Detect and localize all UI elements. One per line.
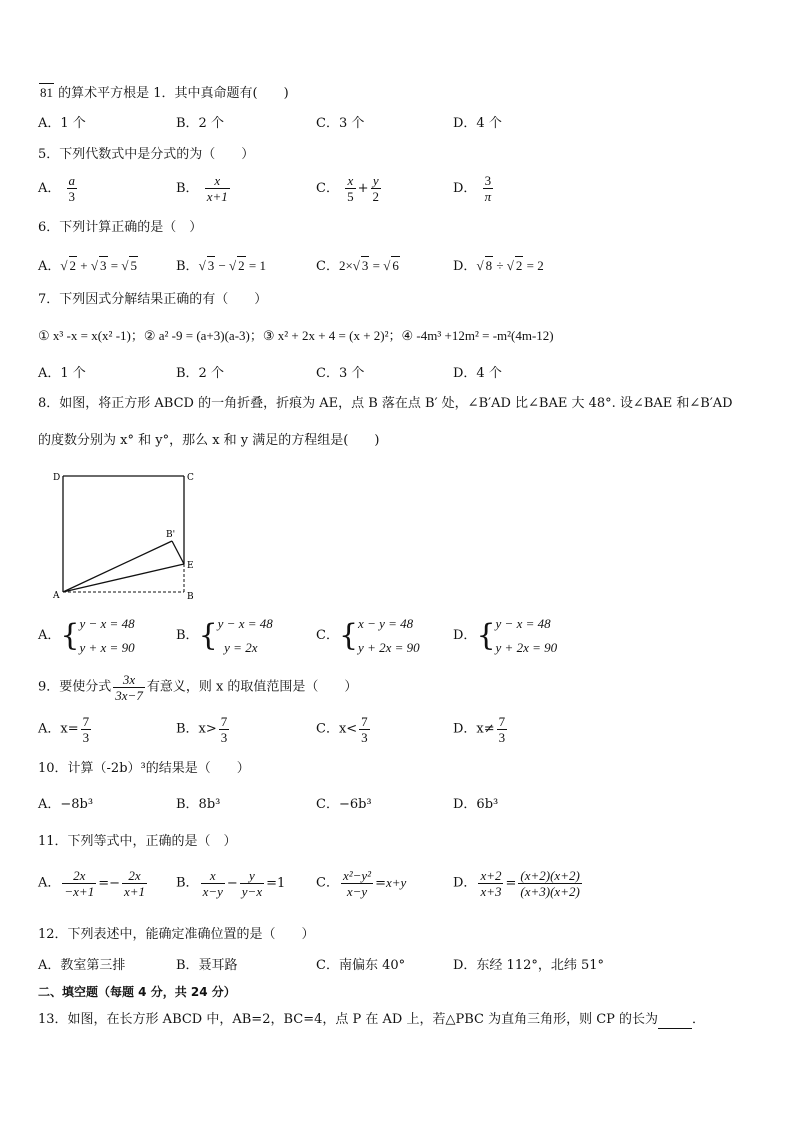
q10-option-a: A．−8b³ bbox=[38, 797, 94, 812]
q13-end: ． bbox=[692, 1012, 706, 1027]
q9-pre: 9．要使分式 bbox=[38, 679, 112, 695]
q11-option-b: B． $\frac{x}{x-y}$ − $\frac{y}{y-x}$ =1 bbox=[176, 868, 286, 899]
q9-label-a: A．x= bbox=[38, 721, 79, 737]
q4-tail bbox=[38, 83, 289, 103]
square-fold-figure bbox=[50, 468, 200, 603]
q10-option-d: D．6b³ bbox=[453, 797, 499, 812]
q12-option-c: C．南偏东 40° bbox=[316, 958, 406, 973]
label-b: B bbox=[187, 592, 194, 602]
q7-option-a: A．1 个 bbox=[38, 366, 86, 381]
q6-option-b: B．√ 3 − √ 2 = 1 bbox=[176, 258, 267, 274]
q13 bbox=[38, 1011, 705, 1029]
q9-label-d: D．x≠ bbox=[453, 721, 495, 737]
fraction: $\frac{3}{\pi}$ bbox=[484, 173, 492, 204]
q8-label-b: B． bbox=[176, 628, 199, 643]
fraction: $\frac{a}{3}$ bbox=[68, 173, 76, 204]
fraction: $\frac{3x}{3x-7}$ bbox=[115, 672, 143, 703]
q8-label-a: A． bbox=[38, 628, 61, 643]
q8-option-b: B．{ y − x = 48 y = 2x bbox=[176, 616, 273, 655]
q6-label-c: C． bbox=[316, 259, 339, 274]
q7-option-d: D．4 个 bbox=[453, 366, 502, 381]
fraction: $\frac{x}{x+1}$ bbox=[206, 173, 228, 204]
fold-ae bbox=[63, 564, 184, 592]
label-c: C bbox=[187, 473, 194, 483]
q13-text: 13．如图，在长方形 ABCD 中，AB=2，BC=4，点 P 在 AD 上，若△PBC 为直角三角形，则 CP 的长为 bbox=[38, 1012, 659, 1027]
edge-ab-prime bbox=[63, 541, 172, 592]
q6-option-d: D．√ 8 ÷ √ 2 = 2 bbox=[453, 258, 544, 274]
q9-post: 有意义，则 x 的取值范围是（ ） bbox=[146, 679, 358, 695]
sqrt-81: 81 bbox=[40, 85, 53, 100]
q4-option-c: C．3 个 bbox=[316, 116, 365, 131]
fraction: $\frac{y}{2}$ bbox=[372, 173, 379, 204]
q8-label-c: C． bbox=[316, 628, 339, 643]
q11-option-a: A． $\frac{2x}{-x+1}$ =− $\frac{2x}{x+1}$ bbox=[38, 868, 146, 899]
q5-label-c: C． bbox=[316, 181, 339, 196]
q4-option-d: D．4 个 bbox=[453, 116, 502, 131]
q6-label-a: A． bbox=[38, 259, 61, 274]
q9-option-c: C．x< $\frac{7}{3}$ bbox=[316, 714, 368, 745]
q11-option-d: D． $\frac{x+2}{x+3}$ = $\frac{(x+2)(x+2)}{(x+3)(x+2)}$ bbox=[453, 868, 580, 899]
section-heading: 二、填空题（每题 4 分，共 24 分） bbox=[38, 985, 236, 999]
q11-label-a: A． bbox=[38, 875, 61, 891]
q11-option-c: C． $\frac{\text{x²−y²}}{x-y}$ =x+y bbox=[316, 868, 407, 899]
q10-option-c: C．−6b³ bbox=[316, 797, 372, 812]
q11-label-c: C． bbox=[316, 875, 339, 891]
q9-label-b: B．x> bbox=[176, 721, 217, 737]
q9-stem bbox=[38, 672, 357, 703]
q11-label-d: D． bbox=[453, 875, 477, 891]
q11-stem: 11．下列等式中，正确的是（ ） bbox=[38, 834, 237, 849]
q7-statements: ① x³ -x = x(x² -1)；② a² -9 = (a+3)(a-3)；③ x² + 2x + 4 = (x + 2)²；④ -4m³ +12m² = -m²(4m-12) bbox=[38, 328, 554, 343]
q5-label-b: B． bbox=[176, 181, 199, 196]
fraction: $\frac{x}{5}$ bbox=[347, 173, 354, 204]
q10-option-b: B．8b³ bbox=[176, 797, 221, 812]
q12-stem: 12．下列表述中，能确定准确位置的是（ ） bbox=[38, 927, 315, 942]
label-b-prime: B' bbox=[166, 530, 176, 540]
q6-option-a: A．√ 2 + √ 3 = √ 5 bbox=[38, 258, 137, 274]
q10-stem: 10．计算（-2b）³的结果是（ ） bbox=[38, 761, 250, 776]
q8-option-a: A．{ y − x = 48 y + x = 90 bbox=[38, 616, 135, 655]
q6-option-c: C．2×√ 3 = √ 6 bbox=[316, 258, 399, 274]
q8-line1: 8．如图，将正方形 ABCD 的一角折叠，折痕为 AE，点 B 落在点 B′ 处，∠B′AD 比∠BAE 大 48°. 设∠BAE 和∠B′AD bbox=[38, 396, 733, 411]
q4-tail-text: 的算术平方根是 1．其中真命题有( ) bbox=[54, 86, 289, 101]
q9-option-a: A．x= $\frac{7}{3}$ bbox=[38, 714, 90, 745]
label-e: E bbox=[187, 561, 194, 571]
q7-stem: 7．下列因式分解结果正确的有（ ） bbox=[38, 292, 268, 307]
answer-blank[interactable] bbox=[658, 1016, 692, 1029]
q9-option-b: B．x> $\frac{7}{3}$ bbox=[176, 714, 228, 745]
q7-option-c: C．3 个 bbox=[316, 366, 365, 381]
q5-option-b bbox=[176, 173, 232, 204]
q6-stem: 6．下列计算正确的是（ ） bbox=[38, 220, 203, 235]
q4-option-a: A．1 个 bbox=[38, 116, 86, 131]
q8-label-d: D． bbox=[453, 628, 477, 643]
q5-option-a bbox=[38, 173, 79, 204]
q6-label-d: D． bbox=[453, 259, 477, 274]
q8-option-c: C．{ x − y = 48 y + 2x = 90 bbox=[316, 616, 420, 655]
q5-label-a: A． bbox=[38, 181, 61, 196]
q5-option-c: C． $\frac{x}{5}$ + $\frac{y}{2}$ bbox=[316, 173, 379, 204]
q6-label-b: B． bbox=[176, 259, 199, 274]
q12-option-a: A．教室第三排 bbox=[38, 958, 126, 973]
q8-option-d: D．{ y − x = 48 y + 2x = 90 bbox=[453, 616, 558, 655]
q7-option-b: B．2 个 bbox=[176, 366, 224, 381]
edge-bprime-e bbox=[172, 541, 184, 564]
q5-label-d: D． bbox=[453, 181, 477, 196]
q8-line2: 的度数分别为 x° 和 y°，那么 x 和 y 满足的方程组是( ) bbox=[38, 433, 380, 448]
q11-label-b: B． bbox=[176, 875, 199, 891]
label-a: A bbox=[53, 591, 60, 601]
q5-option-d bbox=[453, 173, 495, 204]
q9-option-d: D．x≠ $\frac{7}{3}$ bbox=[453, 714, 506, 745]
label-d: D bbox=[53, 473, 61, 483]
q12-option-b: B．聂耳路 bbox=[176, 958, 238, 973]
q12-option-d: D．东经 112°，北纬 51° bbox=[453, 958, 605, 973]
q9-label-c: C．x< bbox=[316, 721, 358, 737]
q5-stem: 5．下列代数式中是分式的为（ ） bbox=[38, 147, 255, 162]
q4-option-b: B．2 个 bbox=[176, 116, 224, 131]
